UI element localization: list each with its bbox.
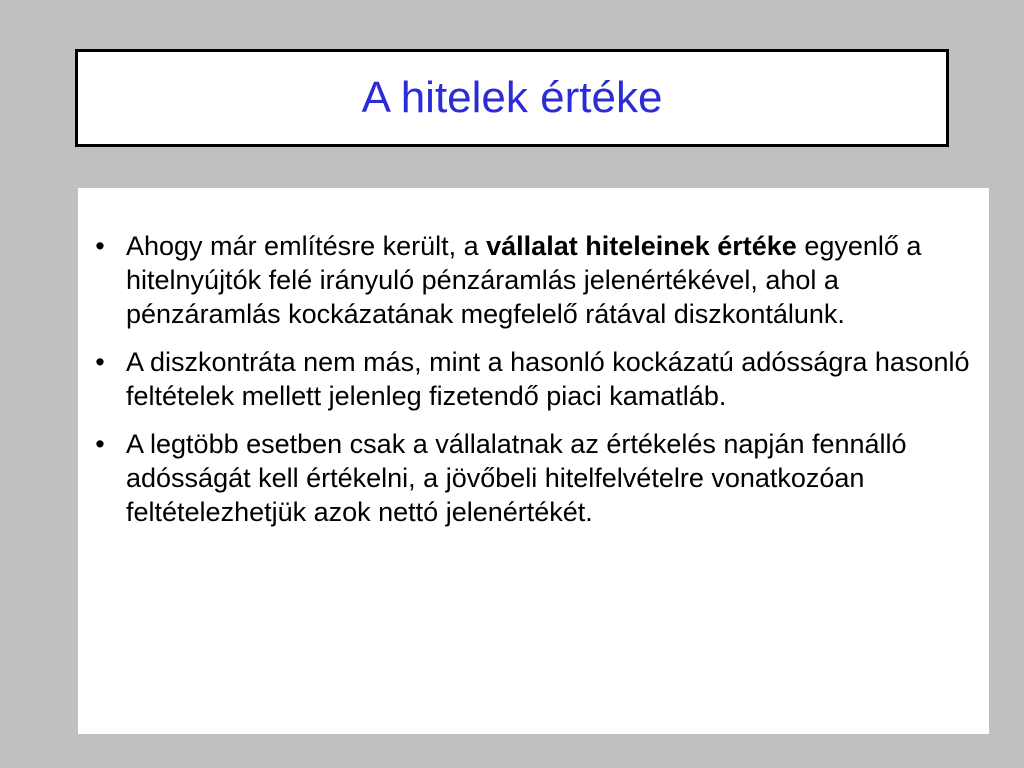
slide-title: A hitelek értéke <box>361 73 663 122</box>
content-panel <box>78 188 989 734</box>
bullet-text: A legtöbb esetben csak a vállalatnak az értékelés napján fennálló adósságát kell értékelni, a jövőbeli hitelfelvételre vonatkozóan feltételezhetjük azok nettó jelenértékét. <box>126 429 907 527</box>
bullet-icon: • <box>95 347 105 377</box>
bullet-icon: • <box>95 231 105 261</box>
bullet-text: A diszkontráta nem más, mint a hasonló kockázatú adósságra hasonló feltételek mellett jelenleg fizetendő piaci kamatláb. <box>126 347 970 411</box>
bullet-item <box>90 345 980 413</box>
bullet-text-pre: Ahogy már említésre került, a <box>126 231 487 261</box>
bullet-item <box>90 229 980 331</box>
bullet-text-post: egyenlő a hitelnyújtók felé irányuló pénzáramlás jelenértékével, ahol a pénzáramlás kockázatának megfelelő rátával diszkontálunk. <box>126 231 922 329</box>
bullet-item <box>90 427 980 529</box>
bullet-icon: • <box>95 429 105 459</box>
title-box <box>75 49 949 147</box>
bullet-text-bold: vállalat hiteleinek értéke <box>486 231 797 261</box>
bullet-list <box>90 229 980 543</box>
